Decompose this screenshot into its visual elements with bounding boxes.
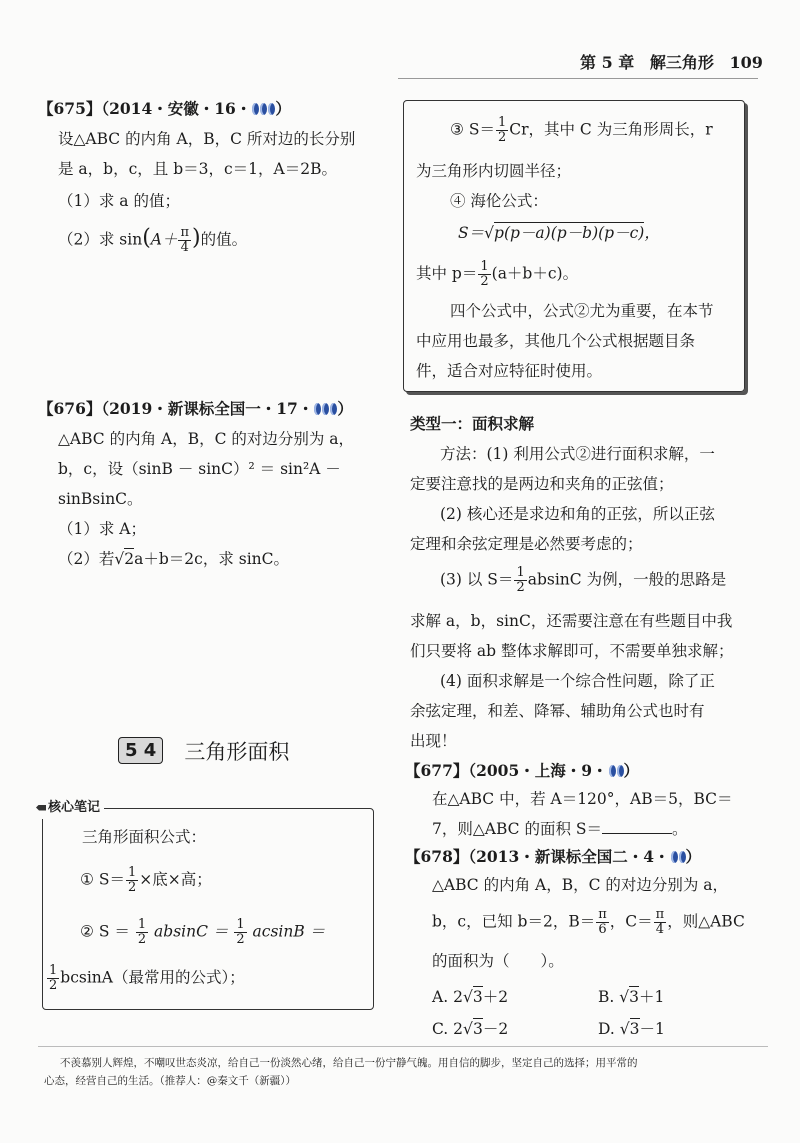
formula-2: ② S ＝ $\frac{1}{2}$ absinC ＝ $\frac{1}{2}$ acsinB ＝ bbox=[80, 917, 326, 947]
method-2b: 定理和余弦定理是必然要考虑的； bbox=[410, 535, 643, 553]
core-notes-intro: 三角形面积公式： bbox=[82, 828, 207, 846]
method-1a: 方法：(1) 利用公式②进行面积求解，一 bbox=[440, 445, 715, 463]
problem-675-header: 【675】（2014・安徽・16・ ） bbox=[38, 99, 291, 118]
footer-line1: 不羡慕别人辉煌，不嘲叹世态炎凉，给自己一份淡然心绪，给自己一份宁静气魄。用自信的脚步，坚定自己的选择；用平常的 bbox=[60, 1057, 638, 1069]
problem-676-line3: sinBsinC。 bbox=[58, 490, 143, 508]
problem-675-source: （2014・安徽・16・ bbox=[101, 99, 252, 118]
method-4b: 余弦定理，和差、降幂、辅助角公式也时有 bbox=[410, 702, 705, 720]
type1-heading: 类型一：面积求解 bbox=[410, 415, 535, 433]
difficulty-moon-icon bbox=[252, 103, 259, 115]
difficulty-moon-icon bbox=[260, 103, 267, 115]
summary-line1: 四个公式中，公式②尤为重要，在本节 bbox=[450, 302, 714, 320]
section-badge: 5 4 bbox=[118, 737, 163, 764]
page-number: 109 bbox=[729, 53, 763, 72]
section-title: 三角形面积 bbox=[184, 740, 290, 764]
problem-676-line2: b，c，设（sinB － sinC）² ＝ sin²A － bbox=[58, 460, 341, 478]
fraction: $\frac{1}{2}$ bbox=[49, 963, 58, 993]
formula-2-cont: $\frac{1}{2}$ bcsinA（最常用的公式）； bbox=[49, 963, 245, 993]
section-heading bbox=[118, 736, 289, 766]
formula-3: ③ S＝ $\frac{1}{2}$ Cr，其中 C 为三角形周长，r bbox=[450, 115, 713, 145]
core-notes-label: 核心笔记 bbox=[36, 797, 104, 819]
difficulty-moon-icon bbox=[679, 851, 686, 863]
method-4c: 出现！ bbox=[410, 732, 457, 750]
difficulty-moon-icon bbox=[314, 403, 321, 415]
fraction: $\frac{1}{2}$ bbox=[480, 259, 489, 289]
fraction: $\frac{1}{2}$ bbox=[236, 917, 245, 947]
problem-677-line2: 7，则△ABC 的面积 S＝ 。 bbox=[432, 820, 688, 838]
problem-675-tag: 【675】 bbox=[38, 99, 102, 118]
problem-678-header: 【678】（2013・新课标全国二・4・ ） bbox=[405, 847, 702, 866]
problem-676-header: 【676】（2019・新课标全国一・17・ ） bbox=[38, 399, 353, 418]
problem-675-line2: 是 a，b，c，且 b＝3，c＝1，A＝2B。 bbox=[58, 160, 337, 178]
chapter-header bbox=[580, 52, 763, 74]
summary-line2: 中应用也最多，其他几个公式根据题目条 bbox=[416, 332, 696, 350]
fraction: $\frac{1}{2}$ bbox=[497, 115, 507, 145]
difficulty-moon-icon bbox=[609, 765, 616, 777]
problem-676-q2: （2）若√2a＋b＝2c，求 sinC。 bbox=[58, 550, 290, 568]
method-4a: (4) 面积求解是一个综合性问题，除了正 bbox=[440, 672, 715, 690]
option-d: D. √3－1 bbox=[598, 1020, 665, 1038]
header-rule bbox=[398, 78, 758, 79]
problem-675-line1: 设△ABC 的内角 A，B，C 所对边的长分别 bbox=[58, 130, 356, 148]
method-3a: (3) 以 S＝ $\frac{1}{2}$ absinC 为例，一般的思路是 bbox=[440, 565, 727, 595]
difficulty-moon-icon bbox=[617, 765, 624, 777]
heron-where: 其中 p＝ $\frac{1}{2}$ (a＋b＋c)。 bbox=[416, 259, 579, 289]
option-b: B. √3＋1 bbox=[598, 988, 665, 1006]
summary-line3: 件，适合对应特征时使用。 bbox=[416, 362, 603, 380]
fraction: $\frac{\pi}{6}$ bbox=[598, 907, 607, 937]
fraction: $\frac{1}{2}$ bbox=[516, 565, 525, 595]
problem-675-q1: （1）求 a 的值； bbox=[58, 192, 180, 210]
heron-formula: S＝√p(p－a)(p－b)(p－c)， bbox=[458, 224, 660, 242]
problem-676-q1: （1）求 A； bbox=[58, 520, 146, 538]
option-a: A. 2√3＋2 bbox=[432, 988, 509, 1006]
chapter-title: 解三角形 bbox=[649, 53, 714, 72]
method-2a: (2) 核心还是求边和角的正弦，所以正弦 bbox=[440, 505, 715, 523]
footer-rule bbox=[38, 1046, 768, 1047]
method-3c: 们只要将 ab 整体求解即可，不需要单独求解； bbox=[410, 642, 734, 660]
fraction: $\frac{\pi}{4}$ bbox=[655, 907, 665, 937]
method-3b: 求解 a，b，sinC，还需要注意在有些题目中我 bbox=[410, 612, 733, 630]
option-c: C. 2√3－2 bbox=[432, 1020, 509, 1038]
problem-678-line2: b，c，已知 b＝2，B＝ $\frac{\pi}{6}$ ，C＝ $\frac{\pi}{4}$ ，则△ABC bbox=[432, 907, 745, 937]
formula-1: ① S＝ $\frac{1}{2}$ ×底×高； bbox=[80, 865, 212, 895]
fraction: $\frac{\pi}{4}$ bbox=[180, 225, 190, 255]
problem-676-line1: △ABC 的内角 A，B，C 的对边分别为 a， bbox=[58, 430, 355, 448]
fraction: $\frac{1}{2}$ bbox=[127, 865, 137, 895]
fraction: $\frac{1}{2}$ bbox=[137, 917, 147, 947]
answer-blank bbox=[602, 819, 672, 834]
chapter-number: 第 5 章 bbox=[580, 53, 635, 72]
problem-678-line1: △ABC 的内角 A，B，C 的对边分别为 a， bbox=[432, 876, 729, 894]
problem-675-q2: （2）求 sin(A＋ $\frac{\pi}{4}$ )的值。 bbox=[58, 225, 248, 255]
difficulty-moon-icon bbox=[671, 851, 678, 863]
pencil-icon bbox=[36, 805, 46, 811]
difficulty-moon-icon bbox=[322, 403, 329, 415]
method-1b: 定要注意找的是两边和夹角的正弦值； bbox=[410, 475, 674, 493]
problem-678-line3: 的面积为（ ）。 bbox=[432, 952, 564, 970]
footer-line2: 心态，经营自己的生活。（推荐人：@秦文千（新疆）） bbox=[44, 1075, 296, 1087]
formula-3-line2: 为三角形内切圆半径； bbox=[416, 162, 572, 180]
formula-4-title: ④ 海伦公式： bbox=[450, 192, 548, 210]
problem-677-header: 【677】（2005・上海・9・ ） bbox=[405, 761, 640, 780]
problem-677-line1: 在△ABC 中，若 A＝120°，AB＝5，BC＝ bbox=[432, 790, 733, 808]
